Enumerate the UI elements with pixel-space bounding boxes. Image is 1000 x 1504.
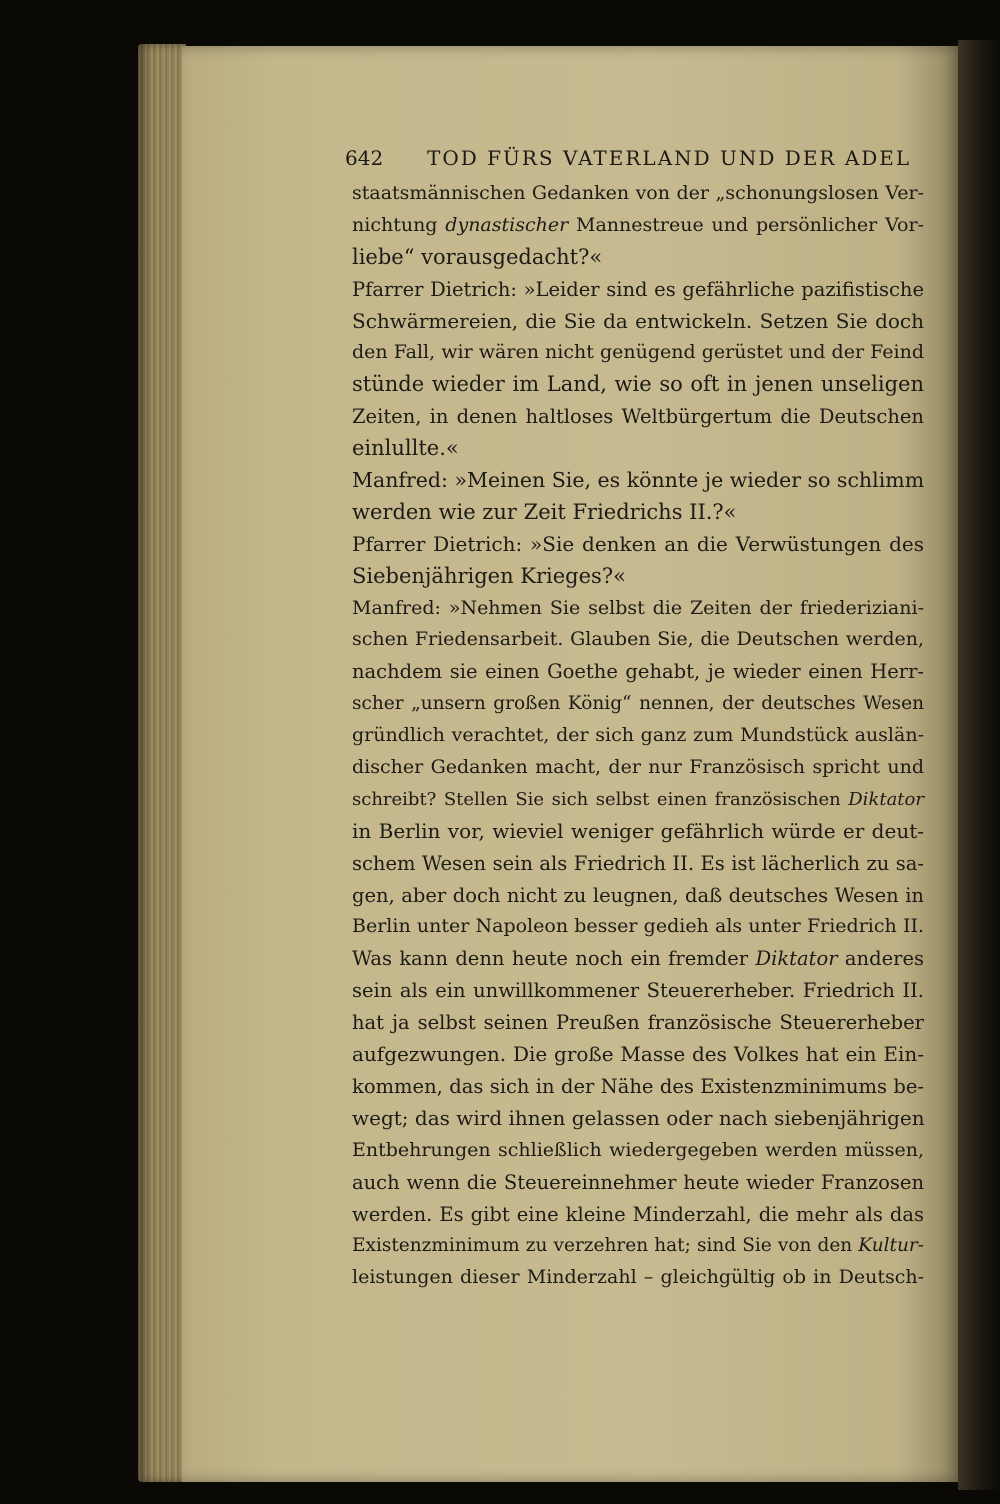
- text-line: discher Gedanken macht, der nur Französisch spricht und: [352, 756, 924, 779]
- text-line: Siebenjährigen Krieges?«: [352, 563, 626, 588]
- text-line: einlullte.«: [352, 436, 459, 461]
- text-line: den Fall, wir wären nicht genügend gerüstet und der Feind: [352, 341, 924, 364]
- text-line: [352, 943, 924, 975]
- text-line: wegt; das wird ihnen gelassen oder nach siebenjährigen: [352, 1105, 925, 1130]
- text-line: schen Friedensarbeit. Glauben Sie, die Deutschen werden,: [352, 628, 924, 651]
- italic-word: Kultur-: [858, 1235, 924, 1257]
- italic-word: dynastischer: [445, 213, 569, 236]
- text-line: Schwärmereien, die Sie da entwickeln. Setzen Sie doch: [352, 308, 924, 333]
- text-line: Manfred: »Meinen Sie, es könnte je wieder so schlimm: [352, 468, 925, 493]
- text-line: stünde wieder im Land, wie so oft in jenen unseligen: [352, 372, 924, 397]
- text-segment: anderes: [837, 947, 924, 971]
- text-line: gründlich verachtet, der sich ganz zum Mundstück auslän-: [352, 724, 924, 747]
- text-segment: nichtung: [352, 213, 446, 236]
- text-line: Manfred: »Nehmen Sie selbst die Zeiten der friederiziani-: [352, 596, 924, 619]
- text-line: liebe“ vorausgedacht?«: [352, 244, 603, 269]
- text-line: hat ja selbst seinen Preußen französische Steuererheber: [352, 1011, 924, 1035]
- text-line: sein als ein unwillkommener Steuererheber. Friedrich II.: [352, 979, 924, 1003]
- text-line: Zeiten, in denen haltloses Weltbürgertum die Deutschen: [352, 405, 924, 429]
- text-line: nachdem sie einen Goethe gehabt, je wieder einen Herr-: [352, 660, 924, 684]
- text-line: Entbehrungen schließlich wiedergegeben werden müssen,: [352, 1138, 924, 1161]
- text-line: scher „unsern großen König“ nennen, der deutsches Wesen: [352, 693, 924, 715]
- text-line: werden. Es gibt eine kleine Minderzahl, die mehr als das: [352, 1202, 924, 1226]
- text-line: aufgezwungen. Die große Masse des Volkes hat ein Ein-: [352, 1042, 924, 1067]
- text-line: werden wie zur Zeit Friedrichs II.?«: [352, 499, 737, 524]
- running-title: TOD FÜRS VATERLAND UND DER ADEL: [427, 146, 912, 170]
- text-line: Pfarrer Dietrich: »Leider sind es gefährliche pazifistische: [352, 277, 924, 301]
- text-line: staatsmännischen Gedanken von der „schonungslosen Ver-: [352, 182, 924, 204]
- text-line: Pfarrer Dietrich: »Sie denken an die Verwüstungen des: [352, 531, 924, 556]
- text-segment: Was kann denn heute noch ein fremder: [352, 947, 756, 971]
- text-segment: Mannestreue und persönlicher Vor-: [568, 213, 924, 236]
- text-line: in Berlin vor, wieviel weniger gefährlich würde er deut-: [352, 818, 924, 843]
- italic-word: Diktator: [755, 947, 838, 971]
- page-number: 642: [345, 146, 384, 170]
- book-page-edges: [138, 44, 186, 1482]
- text-line: schem Wesen sein als Friedrich II. Es ist lächerlich zu sa-: [352, 851, 924, 875]
- body-text: [352, 178, 924, 1294]
- text-line: gen, aber doch nicht zu leugnen, daß deutsches Wesen in: [352, 883, 924, 907]
- text-line: [352, 210, 924, 242]
- book-spine-shadow: [958, 40, 1000, 1490]
- italic-word: Diktator: [848, 788, 924, 810]
- text-line: kommen, das sich in der Nähe des Existenzminimums be-: [352, 1074, 924, 1098]
- text-line: [352, 1230, 924, 1262]
- page-header: [345, 146, 930, 176]
- text-segment: Existenzminimum zu verzehren hat; sind Sie von den: [352, 1235, 859, 1257]
- text-line: leistungen dieser Minderzahl – gleichgültig ob in Deutsch-: [352, 1266, 924, 1289]
- text-line: [352, 784, 924, 816]
- text-segment: schreibt? Stellen Sie sich selbst einen französischen: [352, 788, 849, 810]
- text-line: auch wenn die Steuereinnehmer heute wieder Franzosen: [352, 1170, 924, 1194]
- text-line: Berlin unter Napoleon besser gedieh als unter Friedrich II.: [352, 915, 924, 938]
